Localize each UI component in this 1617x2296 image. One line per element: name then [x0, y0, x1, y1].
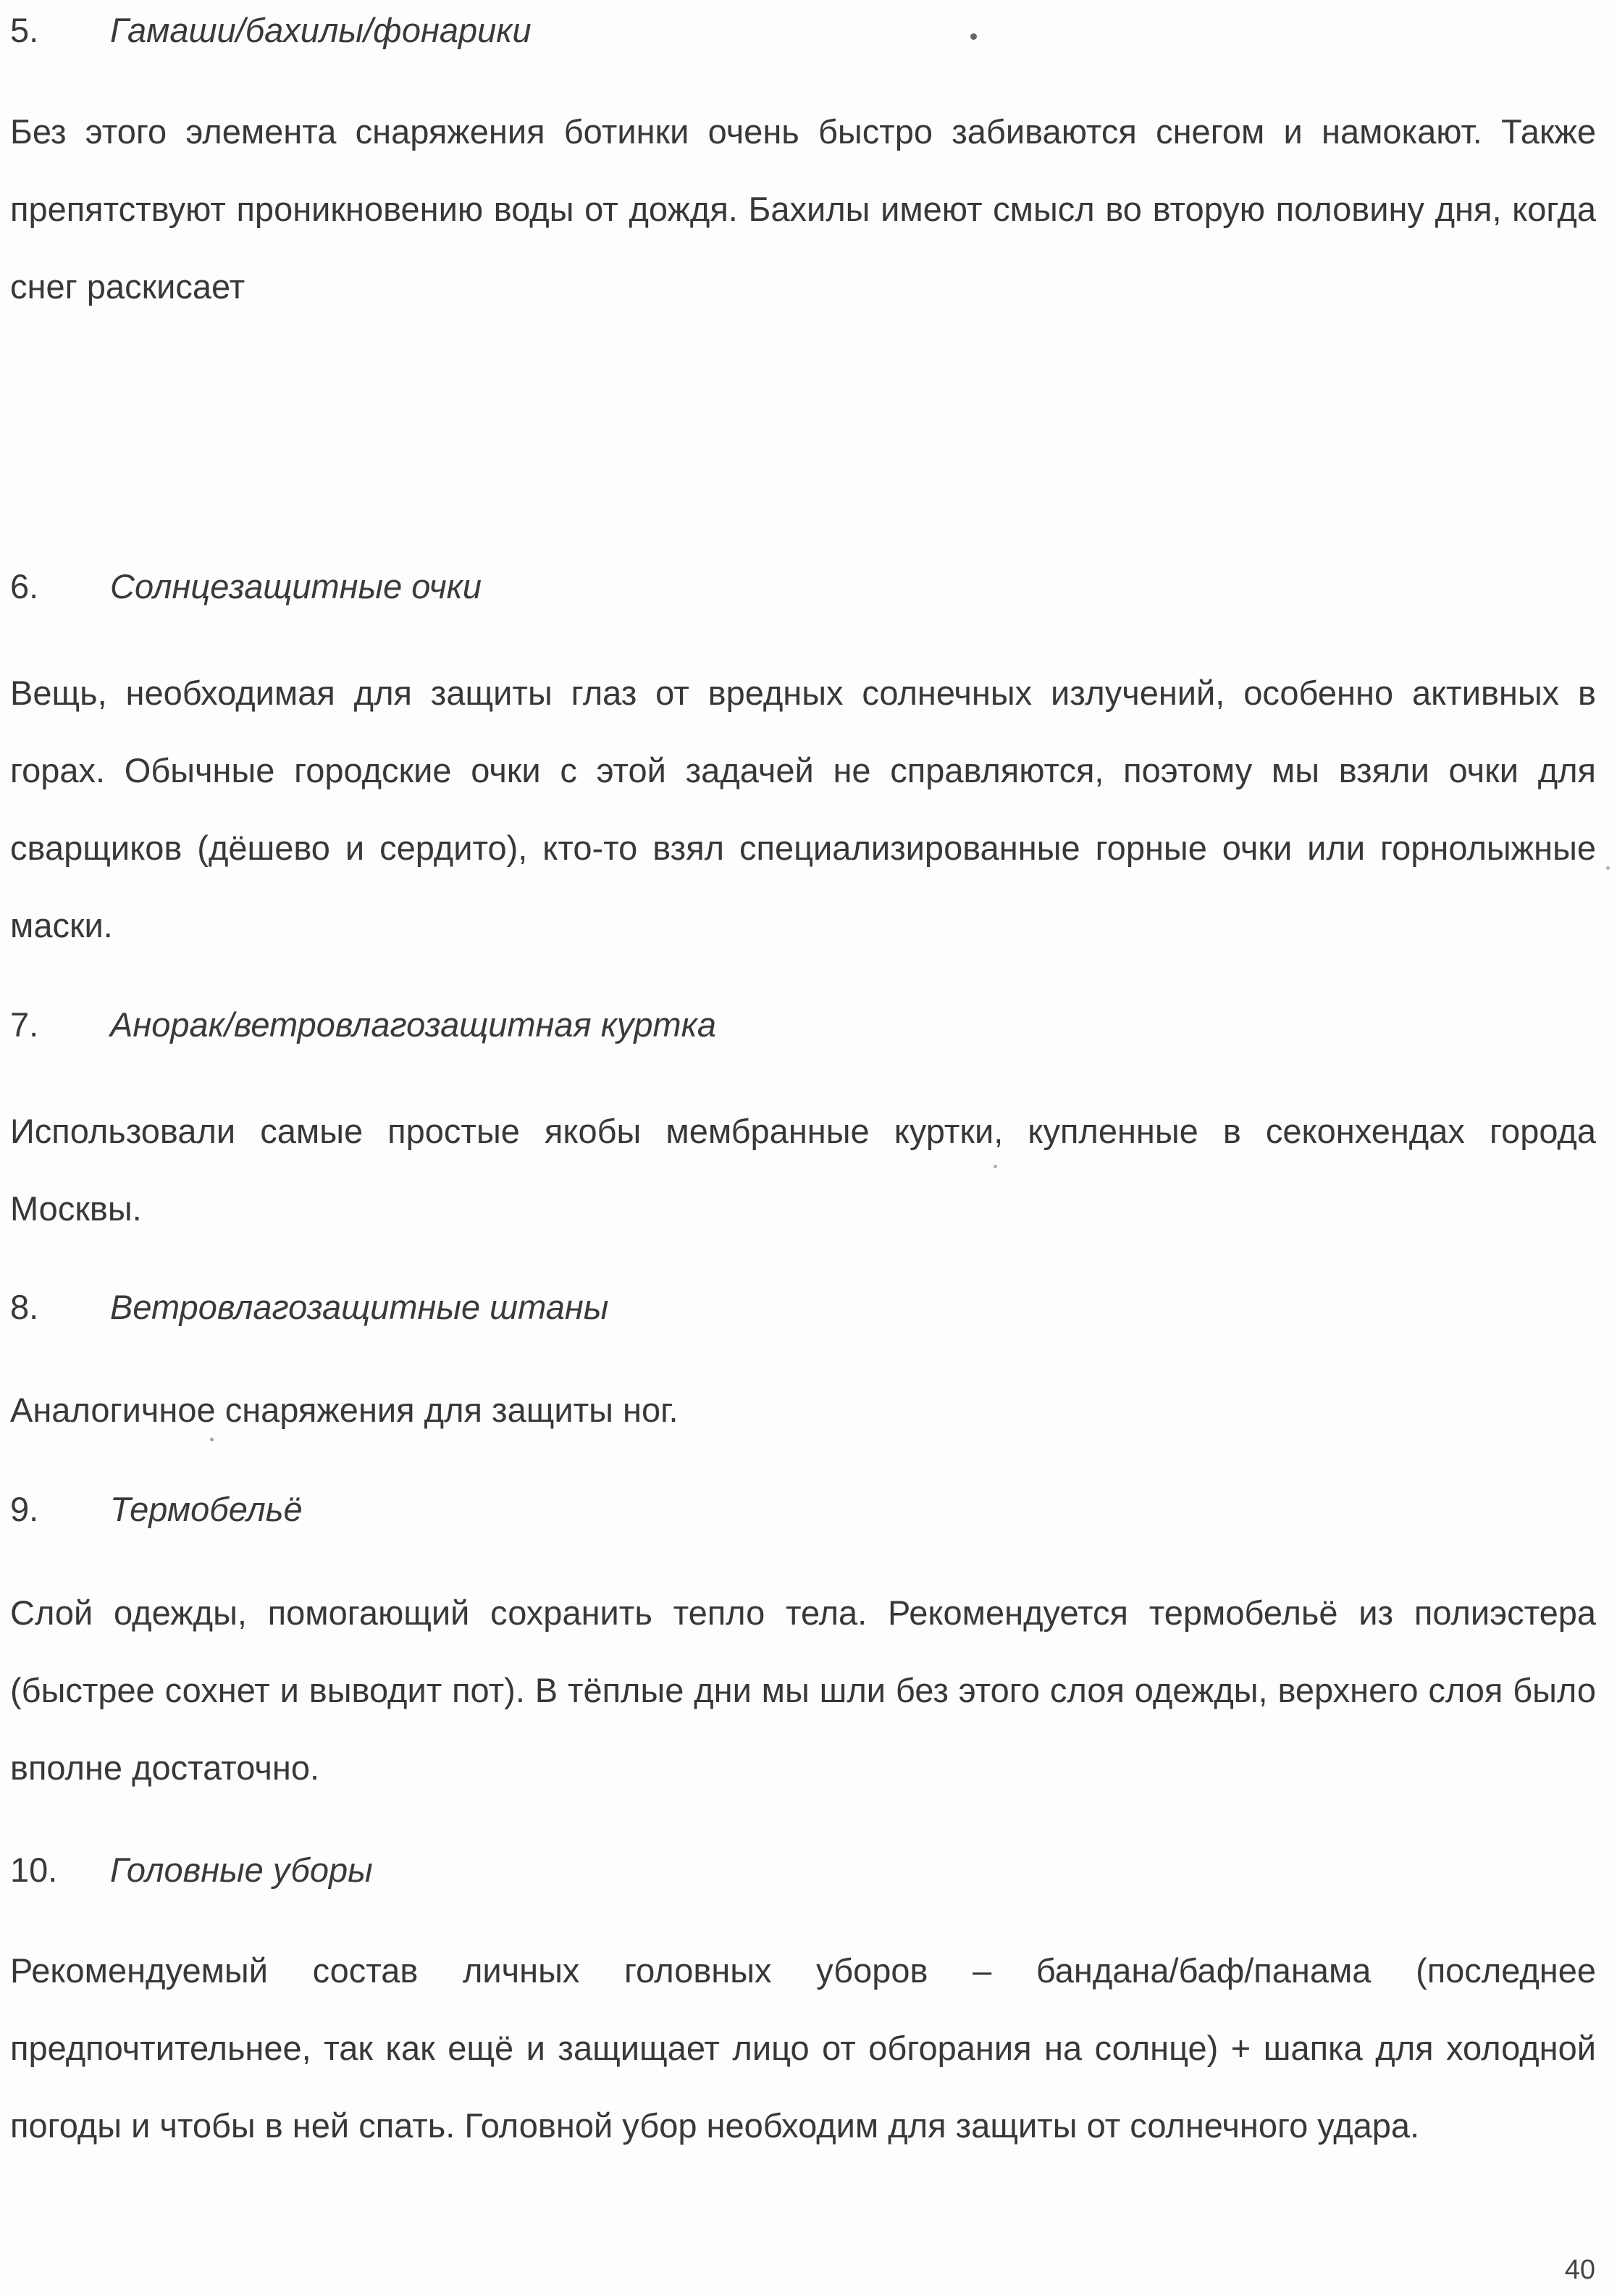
scan-speck — [970, 33, 977, 40]
section-number: 8. — [10, 1288, 39, 1326]
section-number: 9. — [10, 1490, 39, 1528]
scan-speck — [210, 1438, 214, 1441]
section-paragraph-9: Слой одежды, помогающий сохранить тепло тела. Рекомендуется термобельё из полиэстера (быстрее сохнет и выводит пот). В тёплые дни мы шли без этого слоя одежды, верхнего слоя было вполне достаточно. — [10, 1593, 1596, 1787]
section-title: Термобельё — [110, 1490, 303, 1528]
section-heading-9 — [10, 1488, 303, 1531]
section-number: 7. — [10, 1005, 39, 1044]
section-paragraph-5: Без этого элемента снаряжения ботинки очень быстро забиваются снегом и намокают. Также препятствуют проникновению воды от дождя. Бахилы имеют смысл во вторую половину дня, когда снег раскисает — [10, 112, 1596, 306]
section-paragraph-10: Рекомендуемый состав личных головных уборов – бандана/баф/панама (последнее предпочтительнее, так как ещё и защищает лицо от обгорания на солнце) + шапка для холодной погоды и чтобы в ней спать. Головной убор необходим для защиты от солнечного удара. — [10, 1951, 1596, 2145]
section-heading-7 — [10, 1003, 716, 1047]
section-title: Ветровлагозащитные штаны — [110, 1288, 609, 1326]
section-heading-8 — [10, 1286, 608, 1329]
section-heading-5 — [10, 9, 532, 52]
section-paragraph-8: Аналогичное снаряжения для защиты ног. — [10, 1391, 679, 1429]
section-heading-10 — [10, 1848, 373, 1892]
section-title: Гамаши/бахилы/фонарики — [110, 11, 532, 49]
section-number: 10. — [10, 1851, 58, 1889]
section-heading-6 — [10, 565, 482, 608]
scan-speck — [994, 1165, 997, 1168]
section-paragraph-6: Вещь, необходимая для защиты глаз от вредных солнечных излучений, особенно активных в горах. Обычные городские очки с этой задачей не справляются, поэтому мы взяли очки для сварщиков (дёшево и сердито), кто-то взял специализированные горные очки или горнолыжные маски. — [10, 674, 1596, 944]
section-title: Анорак/ветровлагозащитная куртка — [110, 1005, 717, 1044]
section-number: 5. — [10, 11, 39, 49]
section-title: Головные уборы — [110, 1851, 373, 1889]
scan-speck — [1606, 866, 1610, 870]
page-number: 40 — [1564, 2255, 1595, 2285]
section-title: Солнцезащитные очки — [110, 567, 482, 606]
section-paragraph-7: Использовали самые простые якобы мембранные куртки, купленные в секонхендах города Москвы. — [10, 1112, 1596, 1228]
section-number: 6. — [10, 567, 39, 606]
